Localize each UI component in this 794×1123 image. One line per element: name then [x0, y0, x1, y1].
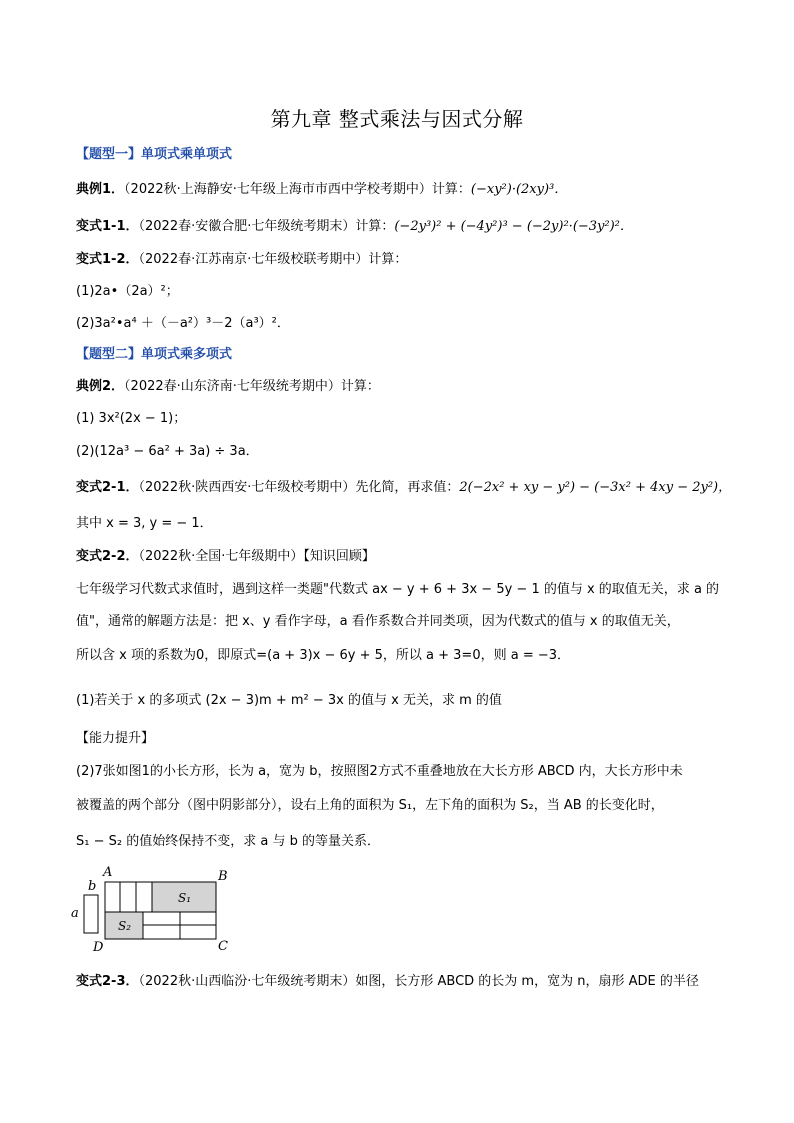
question-2-line: 被覆盖的两个部分（图中阴影部分），设右上角的面积为 S₁，左下角的面积为 S₂，当 AB 的长变化时， — [76, 798, 664, 813]
example-label: 典例2． — [76, 379, 125, 394]
problem-part-1: (1) 3x²(2x − 1)； — [76, 411, 187, 426]
example-1 — [76, 181, 754, 199]
example-label: 典例1． — [76, 182, 125, 197]
label-s1: S₁ — [178, 891, 192, 905]
question-2-line: S₁ − S₂ 的值始终保持不变，求 a 与 b 的等量关系． — [76, 834, 380, 849]
condition-text: 其中 x = 3, y = − 1． — [76, 516, 213, 531]
problem-part-1: (1)2a•（2a）²； — [76, 284, 179, 299]
paragraph-line: 值"，通常的解题方法是：把 x、y 看作字母，a 看作系数合并同类项，因为代数式的值与 x 的取值无关， — [76, 614, 680, 629]
variant-expression: (−2y³)² + (−4y²)³ − (−2y)²·(−3y²)²． — [394, 219, 633, 234]
variant-1-2 — [76, 251, 754, 269]
paragraph-line: 七年级学习代数式求值时，遇到这样一类题"代数式 ax − y + 6 + 3x − 5y − 1 的值与 x 的取值无关，求 a 的 — [76, 582, 720, 597]
paragraph-line: 所以含 x 项的系数为0，即原式=(a + 3)x − 6y + 5，所以 a + 3=0，则 a = −3． — [76, 648, 571, 663]
example-source: （2022秋·上海静安·七年级上海市市西中学校考期中）计算： — [124, 182, 471, 197]
label-b: b — [88, 879, 97, 894]
variant-source: （2022春·江苏南京·七年级校联考期中）计算： — [138, 252, 408, 267]
label-D: D — [93, 940, 104, 954]
label-A: A — [103, 865, 113, 880]
example-expression: (−xy²)·(2xy)³． — [470, 182, 568, 197]
section-heading-1: 【题型一】单项式乘单项式 — [76, 147, 233, 162]
variant-source: （2022春·安徽合肥·七年级统考期末）计算： — [138, 219, 395, 234]
label-C: C — [218, 939, 228, 954]
label-a: a — [71, 906, 79, 921]
section-heading-2: 【题型二】单项式乘多项式 — [76, 347, 233, 362]
variant-2-2 — [76, 548, 754, 566]
variant-source: （2022秋·山西临汾·七年级统考期末）如图，长方形 ABCD 的长为 m，宽为 n，扇形 ADE 的半径 — [138, 974, 699, 989]
variant-1-1 — [76, 218, 754, 236]
variant-label: 变式2-3． — [76, 974, 139, 989]
rectangle-figure — [68, 862, 248, 954]
small-rectangle — [84, 895, 98, 933]
variant-label: 变式2-1． — [76, 480, 139, 495]
label-s2: S₂ — [118, 919, 132, 933]
example-2 — [76, 378, 754, 396]
question-2-line: (2)7张如图1的小长方形，长为 a，宽为 b，按照图2方式不重叠地放在大长方形 ABCD 内，大长方形中未 — [76, 764, 683, 779]
variant-label: 变式2-2． — [76, 549, 139, 564]
variant-source: （2022秋·陕西西安·七年级校考期中）先化简，再求值： — [138, 480, 460, 495]
variant-expression: 2(−2x² + xy − y²) − (−3x² + 4xy − 2y²)， — [459, 480, 732, 495]
label-B: B — [218, 869, 228, 884]
variant-label: 变式1-1． — [76, 219, 139, 234]
variant-source: （2022秋·全国·七年级期中）【知识回顾】 — [138, 549, 375, 564]
ability-heading: 【能力提升】 — [76, 731, 155, 746]
variant-2-3 — [76, 973, 754, 991]
variant-2-1 — [76, 479, 754, 497]
problem-part-2: (2)(12a³ − 6a² + 3a) ÷ 3a． — [76, 444, 259, 459]
example-source: （2022春·山东济南·七年级统考期中）计算： — [124, 379, 380, 394]
problem-part-2: (2)3a²•a⁴ ＋（－a²）³－2（a³）²． — [76, 316, 290, 331]
question-1: (1)若关于 x 的多项式 (2x − 3)m + m² − 3x 的值与 x 无关，求 m 的值 — [76, 693, 502, 708]
page-title: 第九章 整式乘法与因式分解 — [270, 107, 524, 131]
variant-label: 变式1-2． — [76, 252, 139, 267]
